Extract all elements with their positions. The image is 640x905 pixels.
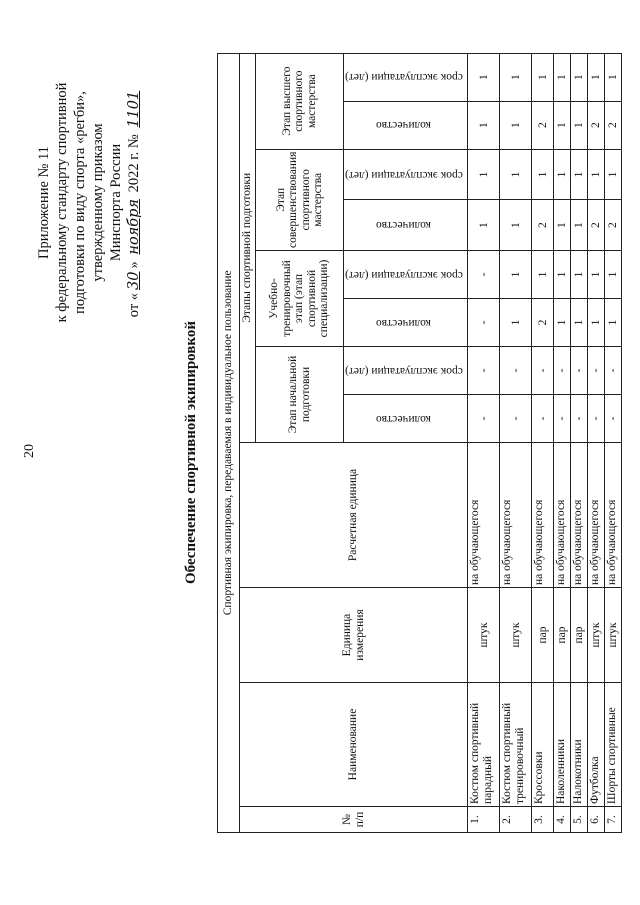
row-no: 2. bbox=[500, 807, 532, 833]
row-cell: 1 bbox=[500, 251, 532, 299]
row-cell: 1 bbox=[500, 53, 532, 101]
row-no: 3. bbox=[532, 807, 554, 833]
row-cell: 1 bbox=[468, 53, 500, 101]
row-cell: 2 bbox=[588, 200, 605, 251]
row-cell: - bbox=[605, 347, 622, 395]
row-unit: штук bbox=[605, 588, 622, 683]
order-number: 1101 bbox=[126, 90, 142, 128]
header-calc: Расчетная единица bbox=[240, 443, 468, 588]
row-cell: 1 bbox=[571, 101, 588, 149]
sub-term bbox=[344, 251, 468, 299]
row-calc: на обучающегося bbox=[532, 443, 554, 588]
row-cell: - bbox=[468, 251, 500, 299]
row-cell: 1 bbox=[500, 101, 532, 149]
row-cell: 2 bbox=[532, 200, 554, 251]
row-calc: на обучающегося bbox=[554, 443, 571, 588]
row-no: 5. bbox=[571, 807, 588, 833]
row-name: Наколенники bbox=[554, 683, 571, 807]
header-stage-training: Учебно-тренировочный этап (этап спортивной специализации) bbox=[256, 251, 344, 347]
row-unit: штук bbox=[468, 588, 500, 683]
row-cell: 1 bbox=[554, 53, 571, 101]
row-cell: 1 bbox=[532, 149, 554, 200]
header-unit: Единица измерения bbox=[240, 588, 468, 683]
sub-qty bbox=[344, 395, 468, 443]
row-cell: 1 bbox=[500, 149, 532, 200]
table-row bbox=[605, 53, 622, 832]
row-unit: пар bbox=[554, 588, 571, 683]
sub-term-label: срок эксплуатации (лет) bbox=[345, 364, 463, 377]
annex-line-4: Минспорта России bbox=[108, 143, 124, 262]
order-year: 2022 г. № bbox=[126, 134, 142, 193]
table-row bbox=[500, 53, 532, 832]
header-stages: Этапы спортивной подготовки bbox=[240, 53, 256, 442]
row-no: 1. bbox=[468, 807, 500, 833]
sub-term bbox=[344, 347, 468, 395]
sub-qty-label: количество bbox=[376, 316, 432, 329]
group-header: Спортивная экипировка, передаваемая в индивидуальное пользование bbox=[218, 53, 240, 832]
row-cell: 1 bbox=[500, 299, 532, 347]
row-cell: - bbox=[605, 395, 622, 443]
row-cell: - bbox=[588, 347, 605, 395]
annex-line-1: к федеральному стандарту спортивной bbox=[54, 82, 70, 323]
order-quote: » bbox=[126, 261, 142, 269]
equipment-table bbox=[217, 53, 622, 833]
row-cell: - bbox=[532, 347, 554, 395]
row-cell: 1 bbox=[554, 200, 571, 251]
row-name: Налокотники bbox=[571, 683, 588, 807]
row-no: 6. bbox=[588, 807, 605, 833]
row-calc: на обучающегося bbox=[500, 443, 532, 588]
row-name: Шорты спортивные bbox=[605, 683, 622, 807]
row-name: Костюм спортивный тренировочный bbox=[500, 683, 532, 807]
row-cell: 1 bbox=[468, 200, 500, 251]
row-calc: на обучающегося bbox=[468, 443, 500, 588]
row-cell: 1 bbox=[532, 251, 554, 299]
row-unit: пар bbox=[532, 588, 554, 683]
order-prefix: от « bbox=[126, 292, 142, 318]
row-cell: - bbox=[500, 395, 532, 443]
row-cell: 2 bbox=[532, 101, 554, 149]
annex-order-line bbox=[125, 20, 143, 385]
document-title: Обеспечение спортивной экипировкой bbox=[183, 321, 199, 585]
sub-term bbox=[344, 149, 468, 200]
row-calc: на обучающегося bbox=[605, 443, 622, 588]
row-cell: 1 bbox=[588, 53, 605, 101]
sub-qty-label: количество bbox=[376, 119, 432, 132]
row-cell: - bbox=[468, 395, 500, 443]
row-cell: 1 bbox=[532, 53, 554, 101]
sub-term-label: срок эксплуатации (лет) bbox=[345, 268, 463, 281]
row-cell: 1 bbox=[605, 149, 622, 200]
row-cell: 1 bbox=[554, 149, 571, 200]
row-cell: 1 bbox=[588, 149, 605, 200]
row-cell: 1 bbox=[571, 299, 588, 347]
row-cell: - bbox=[468, 347, 500, 395]
row-no: 7. bbox=[605, 807, 622, 833]
sub-qty-label: количество bbox=[376, 412, 432, 425]
row-cell: 1 bbox=[571, 149, 588, 200]
table-row bbox=[588, 53, 605, 832]
row-unit: штук bbox=[588, 588, 605, 683]
header-no: № п/п bbox=[240, 807, 468, 833]
sub-term bbox=[344, 53, 468, 101]
row-cell: - bbox=[571, 347, 588, 395]
header-stage-improvement: Этап совершенствования спортивного мастерства bbox=[256, 149, 344, 250]
sub-term-label: срок эксплуатации (лет) bbox=[345, 71, 463, 84]
annex-header bbox=[35, 20, 143, 385]
row-unit: штук bbox=[500, 588, 532, 683]
row-name: Кроссовки bbox=[532, 683, 554, 807]
row-cell: - bbox=[571, 395, 588, 443]
table-row bbox=[554, 53, 571, 832]
row-cell: 1 bbox=[605, 53, 622, 101]
row-cell: 1 bbox=[468, 101, 500, 149]
row-cell: 1 bbox=[554, 101, 571, 149]
row-cell: - bbox=[588, 395, 605, 443]
row-cell: - bbox=[554, 395, 571, 443]
table-row bbox=[532, 53, 554, 832]
row-cell: - bbox=[532, 395, 554, 443]
table-row bbox=[571, 53, 588, 832]
annex-line-2: подготовки по виду спорта «регби», bbox=[72, 91, 88, 314]
row-cell: 1 bbox=[468, 149, 500, 200]
row-name: Костюм спортивный парадный bbox=[468, 683, 500, 807]
row-cell: 1 bbox=[554, 299, 571, 347]
row-cell: 1 bbox=[605, 299, 622, 347]
sub-term-label: срок эксплуатации (лет) bbox=[345, 168, 463, 181]
row-calc: на обучающегося bbox=[571, 443, 588, 588]
sub-qty bbox=[344, 200, 468, 251]
header-name: Наименование bbox=[240, 683, 468, 807]
row-cell: 1 bbox=[554, 251, 571, 299]
row-unit: пар bbox=[571, 588, 588, 683]
order-day: 30 bbox=[126, 271, 142, 290]
header-stage-initial: Этап начальной подготовки bbox=[256, 347, 344, 443]
row-cell: 1 bbox=[588, 251, 605, 299]
row-calc: на обучающегося bbox=[588, 443, 605, 588]
row-cell: 2 bbox=[588, 101, 605, 149]
row-cell: 2 bbox=[605, 101, 622, 149]
sub-qty bbox=[344, 101, 468, 149]
sub-qty bbox=[344, 299, 468, 347]
row-cell: 1 bbox=[571, 200, 588, 251]
row-cell: 2 bbox=[605, 200, 622, 251]
row-no: 4. bbox=[554, 807, 571, 833]
row-cell: - bbox=[468, 299, 500, 347]
row-cell: 1 bbox=[571, 53, 588, 101]
annex-title: Приложение № 11 bbox=[36, 146, 52, 259]
header-stage-higher: Этап высшего спортивного мастерства bbox=[256, 53, 344, 149]
sub-qty-label: количество bbox=[376, 219, 432, 232]
row-cell: 2 bbox=[532, 299, 554, 347]
row-cell: 1 bbox=[500, 200, 532, 251]
row-name: Футболка bbox=[588, 683, 605, 807]
table-row bbox=[468, 53, 500, 832]
annex-line-3: утвержденному приказом bbox=[90, 123, 106, 282]
row-cell: - bbox=[500, 347, 532, 395]
page-number: 20 bbox=[22, 444, 37, 458]
row-cell: 1 bbox=[571, 251, 588, 299]
row-cell: 1 bbox=[588, 299, 605, 347]
order-month: ноября bbox=[126, 198, 142, 255]
row-cell: - bbox=[554, 347, 571, 395]
row-cell: 1 bbox=[605, 251, 622, 299]
